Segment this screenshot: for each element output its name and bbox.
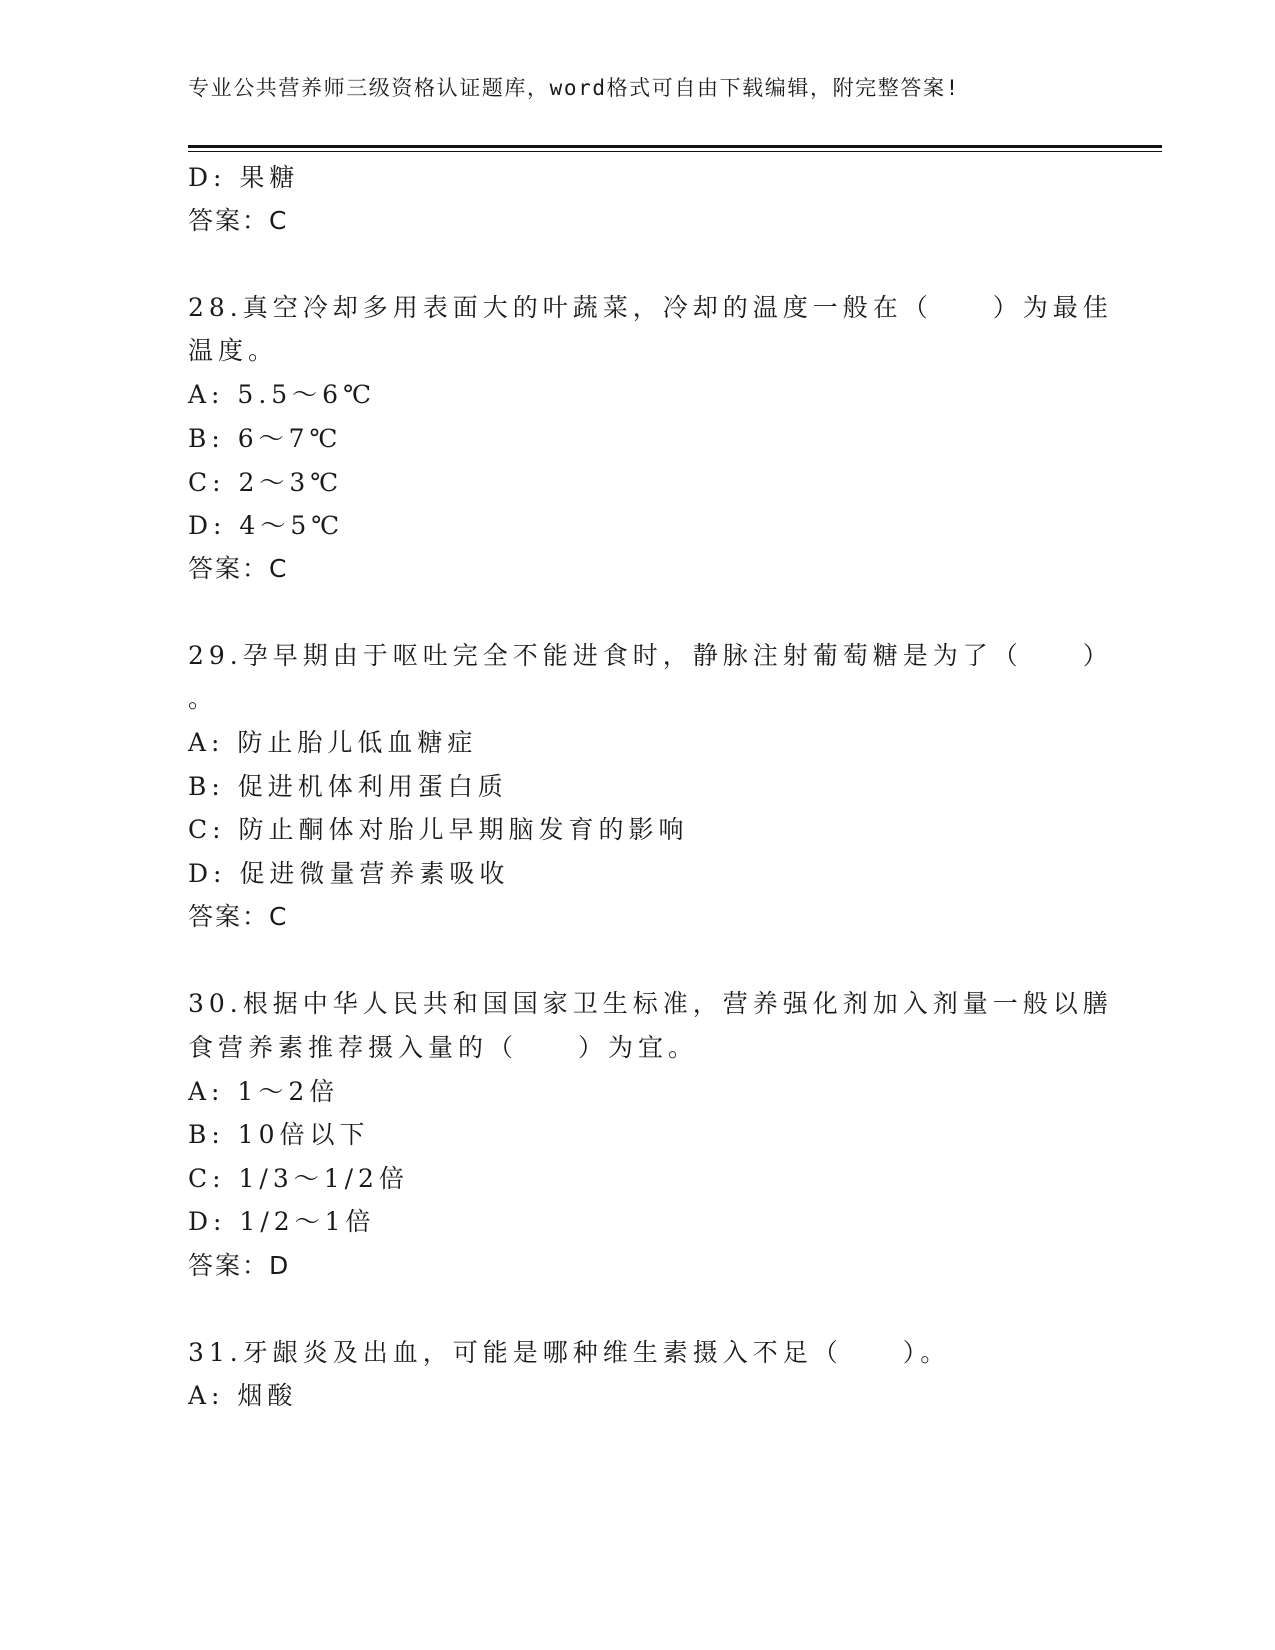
q29-option-d: D: 促进微量营养素吸收 — [188, 859, 510, 888]
q28-option-c: C: 2～3℃ — [188, 468, 344, 497]
prev-answer: 答案：C — [188, 206, 289, 235]
q30-option-b: B: 10倍以下 — [188, 1120, 370, 1149]
q28-stem-line1: 28.真空冷却多用表面大的叶蔬菜，冷却的温度一般在（ ）为最佳 — [188, 293, 1113, 322]
q28-stem-line2: 温度。 — [188, 336, 279, 365]
q29-option-a: A: 防止胎儿低血糖症 — [188, 728, 478, 757]
q30-option-c: C: 1/3～1/2倍 — [188, 1164, 409, 1193]
q29-answer: 答案：C — [188, 902, 289, 931]
q30-stem-line1: 30.根据中华人民共和国国家卫生标准，营养强化剂加入剂量一般以膳 — [188, 989, 1113, 1018]
q30-option-a: A: 1～2倍 — [188, 1077, 340, 1106]
q29-stem-line2: 。 — [188, 684, 219, 713]
q28-answer: 答案：C — [188, 554, 289, 583]
q31-stem-line1: 31.牙龈炎及出血，可能是哪种维生素摄入不足（ ）。 — [188, 1338, 951, 1367]
q31-option-a: A: 烟酸 — [188, 1381, 298, 1410]
q30-answer: 答案：D — [188, 1251, 291, 1280]
q29-stem-line1: 29.孕早期由于呕吐完全不能进食时，静脉注射葡萄糖是为了（ ） — [188, 641, 1113, 670]
q29-option-b: B: 促进机体利用蛋白质 — [188, 772, 508, 801]
q30-stem-line2: 食营养素推荐摄入量的（ ）为宜。 — [188, 1033, 699, 1062]
q29-option-c: C: 防止酮体对胎儿早期脑发育的影响 — [188, 815, 689, 844]
header-rule-thick — [188, 145, 1162, 148]
q28-option-a: A: 5.5～6℃ — [188, 380, 377, 409]
q28-option-d: D: 4～5℃ — [188, 511, 345, 540]
prev-option-d: D: 果糖 — [188, 163, 300, 192]
q28-option-b: B: 6～7℃ — [188, 424, 343, 453]
page-header: 专业公共营养师三级资格认证题库，word格式可自由下载编辑，附完整答案! — [188, 76, 960, 100]
header-rule-thin — [188, 151, 1162, 152]
q30-option-d: D: 1/2～1倍 — [188, 1207, 376, 1236]
